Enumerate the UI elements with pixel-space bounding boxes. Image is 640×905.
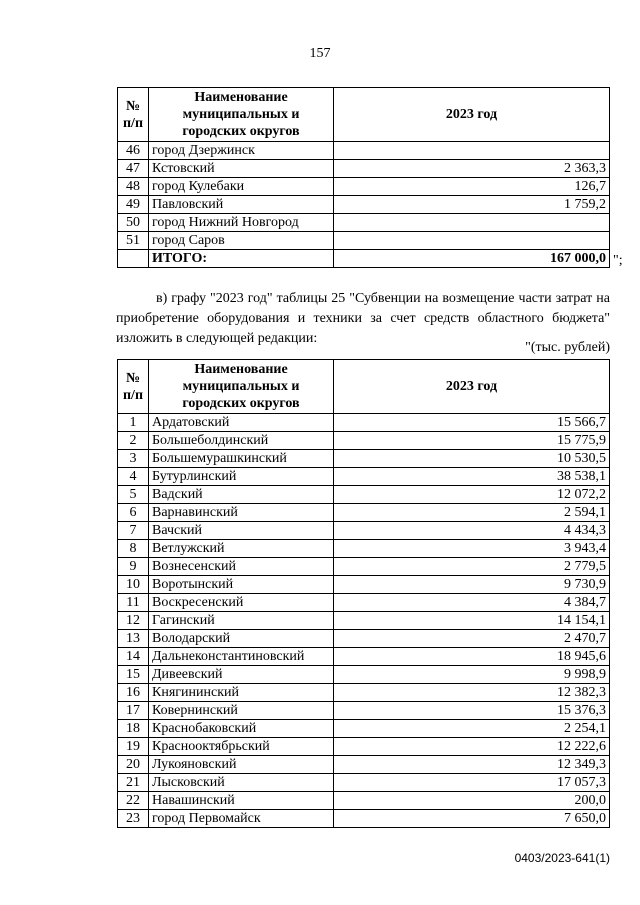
table-row [118,666,610,684]
row-value: 126,7 [334,178,610,196]
row-number: 47 [118,160,149,178]
row-value: 14 154,1 [334,612,610,630]
total-label: ИТОГО: [149,250,334,268]
row-value [334,142,610,160]
table-row [118,468,610,486]
table-row [118,160,610,178]
table-row [118,738,610,756]
row-number: 50 [118,214,149,232]
row-name: город Дзержинск [149,142,334,160]
row-number: 19 [118,738,149,756]
row-number: 12 [118,612,149,630]
row-value: 9 730,9 [334,576,610,594]
row-value: 15 775,9 [334,432,610,450]
header-year: 2023 год [334,360,610,414]
row-value: 2 594,1 [334,504,610,522]
header-number: № п/п [118,88,149,142]
row-value: 17 057,3 [334,774,610,792]
table-row [118,414,610,432]
row-number: 6 [118,504,149,522]
row-name: Ветлужский [149,540,334,558]
row-number: 15 [118,666,149,684]
table-header-row [118,360,610,414]
table-row [118,196,610,214]
row-number: 21 [118,774,149,792]
table-row [118,648,610,666]
row-number: 9 [118,558,149,576]
row-name: Кстовский [149,160,334,178]
row-value: 4 384,7 [334,594,610,612]
table-row [118,142,610,160]
row-number: 46 [118,142,149,160]
row-name: Большемурашкинский [149,450,334,468]
row-value: 12 222,6 [334,738,610,756]
row-value: 15 566,7 [334,414,610,432]
row-name: Воскресенский [149,594,334,612]
row-number: 14 [118,648,149,666]
page-number: 157 [309,46,331,61]
table-row [118,810,610,828]
table-row [118,178,610,196]
table-row [118,232,610,250]
header-number: № п/п [118,360,149,414]
subvention-table [117,359,610,828]
unit-note: "(тыс. рублей) [525,340,610,355]
total-value: 167 000,0 [334,250,610,268]
row-name: Дивеевский [149,666,334,684]
row-number: 49 [118,196,149,214]
row-number: 17 [118,702,149,720]
row-value: 38 538,1 [334,468,610,486]
row-number: 1 [118,414,149,432]
row-number: 2 [118,432,149,450]
row-name: город Первомайск [149,810,334,828]
row-name: Воротынский [149,576,334,594]
row-value: 12 382,3 [334,684,610,702]
row-number: 22 [118,792,149,810]
row-value: 10 530,5 [334,450,610,468]
table-row [118,432,610,450]
row-number: 3 [118,450,149,468]
row-name: Павловский [149,196,334,214]
row-name: город Саров [149,232,334,250]
table-row [118,486,610,504]
row-name: город Нижний Новгород [149,214,334,232]
row-number: 5 [118,486,149,504]
row-value: 2 470,7 [334,630,610,648]
row-number: 7 [118,522,149,540]
row-value: 3 943,4 [334,540,610,558]
row-value: 18 945,6 [334,648,610,666]
table-row [118,792,610,810]
row-value [334,232,610,250]
row-name: Краснооктябрьский [149,738,334,756]
row-value: 2 779,5 [334,558,610,576]
row-name: город Кулебаки [149,178,334,196]
row-name: Варнавинский [149,504,334,522]
table-row [118,612,610,630]
table-row [118,720,610,738]
row-name: Бутурлинский [149,468,334,486]
table-row [118,702,610,720]
row-value: 12 349,3 [334,756,610,774]
row-number: 11 [118,594,149,612]
row-name: Большеболдинский [149,432,334,450]
document-code: 0403/2023-641(1) [514,851,610,865]
row-name: Краснобаковский [149,720,334,738]
table-row [118,774,610,792]
header-name: Наименование муниципальных и городских округов [149,360,334,414]
row-value: 12 072,2 [334,486,610,504]
table-row [118,756,610,774]
row-number: 51 [118,232,149,250]
row-name: Володарский [149,630,334,648]
row-value: 2 363,3 [334,160,610,178]
allocation-table-continued [117,87,610,268]
row-value: 4 434,3 [334,522,610,540]
row-name: Вачский [149,522,334,540]
row-name: Ардатовский [149,414,334,432]
table-row [118,594,610,612]
closing-quote-suffix: "; [613,253,623,268]
row-number: 20 [118,756,149,774]
table-row [118,684,610,702]
row-number: 23 [118,810,149,828]
row-value: 1 759,2 [334,196,610,214]
row-name: Вознесенский [149,558,334,576]
row-value: 200,0 [334,792,610,810]
row-number: 13 [118,630,149,648]
row-value [334,214,610,232]
total-row [118,250,610,268]
row-name: Навашинский [149,792,334,810]
row-number: 8 [118,540,149,558]
row-value: 15 376,3 [334,702,610,720]
row-number: 4 [118,468,149,486]
total-empty-cell [118,250,149,268]
header-name: Наименование муниципальных и городских округов [149,88,334,142]
row-value: 2 254,1 [334,720,610,738]
table-row [118,558,610,576]
table-row [118,630,610,648]
row-name: Дальнеконстантиновский [149,648,334,666]
table-header-row [118,88,610,142]
table-row [118,576,610,594]
row-name: Гагинский [149,612,334,630]
row-name: Вадский [149,486,334,504]
table-row [118,450,610,468]
row-value: 7 650,0 [334,810,610,828]
table-row [118,540,610,558]
row-name: Ковернинский [149,702,334,720]
table-row [118,522,610,540]
row-name: Лысковский [149,774,334,792]
table-row [118,504,610,522]
amendment-text: в) графу "2023 год" таблицы 25 "Субвенции на возмещение части затрат на приобретение оборудования и техники за счет средств областного бюджета" изложить в следующей редакции: [116,291,610,346]
row-value: 9 998,9 [334,666,610,684]
row-number: 18 [118,720,149,738]
row-number: 16 [118,684,149,702]
header-year: 2023 год [334,88,610,142]
row-number: 10 [118,576,149,594]
row-number: 48 [118,178,149,196]
row-name: Лукояновский [149,756,334,774]
table-row [118,214,610,232]
row-name: Княгининский [149,684,334,702]
